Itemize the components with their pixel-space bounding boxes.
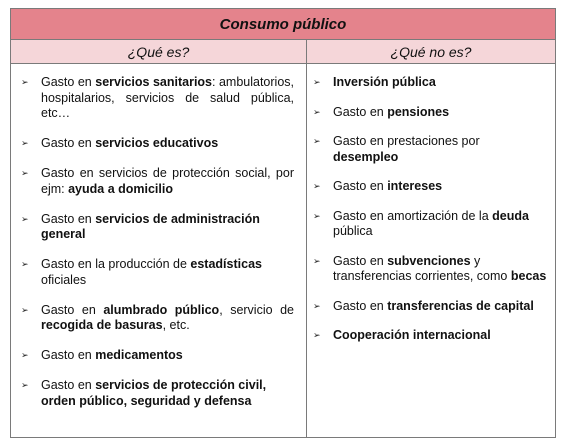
list-item-text: Gasto en servicios de protección social, por ejm: ayuda a domicilio xyxy=(41,166,294,196)
header-row xyxy=(11,40,555,64)
arrow-bullet-icon: ➢ xyxy=(313,136,321,146)
column-que-no-es xyxy=(307,64,555,437)
arrow-bullet-icon: ➢ xyxy=(21,350,29,360)
arrow-bullet-icon: ➢ xyxy=(21,213,29,224)
list-item xyxy=(313,75,547,91)
list-item xyxy=(21,136,294,152)
list-item xyxy=(313,328,547,344)
list-item-text: Gasto en pensiones xyxy=(333,104,450,119)
arrow-bullet-icon: ➢ xyxy=(313,106,321,117)
que-es-list xyxy=(21,75,294,409)
consumo-publico-table xyxy=(10,8,556,438)
list-item-text: Gasto en intereses xyxy=(333,179,443,193)
list-item xyxy=(21,348,294,364)
list-item-text: Gasto en transferencias de capital xyxy=(333,298,534,313)
arrow-bullet-icon: ➢ xyxy=(21,77,29,87)
list-item xyxy=(21,166,294,197)
list-item xyxy=(313,209,547,240)
list-item-text: Gasto en servicios de protección civil, orden público, seguridad y defensa xyxy=(41,378,267,408)
list-item xyxy=(313,105,547,121)
list-item-text: Gasto en la producción de estadísticas oficiales xyxy=(41,257,262,287)
list-item-text: Cooperación internacional xyxy=(333,328,491,342)
list-item-text: Gasto en alumbrado público, servicio de recogida de basuras, etc. xyxy=(41,302,294,332)
arrow-bullet-icon: ➢ xyxy=(21,168,29,178)
list-item-text: Gasto en prestaciones por desempleo xyxy=(333,134,480,164)
arrow-bullet-icon: ➢ xyxy=(313,77,321,87)
arrow-bullet-icon: ➢ xyxy=(313,300,321,311)
arrow-bullet-icon: ➢ xyxy=(313,330,321,340)
list-item xyxy=(21,303,294,334)
body-row xyxy=(11,64,555,437)
table-title: Consumo público xyxy=(11,9,555,40)
arrow-bullet-icon: ➢ xyxy=(313,181,321,191)
list-item-text: Gasto en servicios sanitarios: ambulatorios, hospitalarios, servicios de salud pública, etc… xyxy=(41,75,295,120)
list-item-text: Gasto en servicios de administración general xyxy=(41,211,260,241)
arrow-bullet-icon: ➢ xyxy=(313,210,321,221)
arrow-bullet-icon: ➢ xyxy=(21,138,29,148)
que-no-es-list xyxy=(313,75,547,344)
list-item-text: Gasto en medicamentos xyxy=(41,348,183,362)
column-que-es xyxy=(11,64,307,437)
list-item xyxy=(313,254,547,285)
arrow-bullet-icon: ➢ xyxy=(21,259,29,269)
header-que-no-es: ¿Qué no es? xyxy=(390,43,472,60)
arrow-bullet-icon: ➢ xyxy=(313,255,321,266)
list-item xyxy=(313,299,547,315)
list-item-text: Gasto en amortización de la deuda pública xyxy=(333,208,529,238)
list-item xyxy=(313,179,547,195)
arrow-bullet-icon: ➢ xyxy=(21,304,29,315)
list-item xyxy=(21,378,294,409)
list-item xyxy=(313,134,547,165)
arrow-bullet-icon: ➢ xyxy=(21,380,29,390)
list-item xyxy=(21,212,294,243)
list-item xyxy=(21,75,294,122)
list-item-text: Gasto en servicios educativos xyxy=(41,136,219,150)
header-que-es: ¿Qué es? xyxy=(11,40,307,63)
list-item xyxy=(21,257,294,288)
list-item-text: Inversión pública xyxy=(333,75,436,89)
list-item-text: Gasto en subvenciones y transferencias corrientes, como becas xyxy=(333,253,547,283)
